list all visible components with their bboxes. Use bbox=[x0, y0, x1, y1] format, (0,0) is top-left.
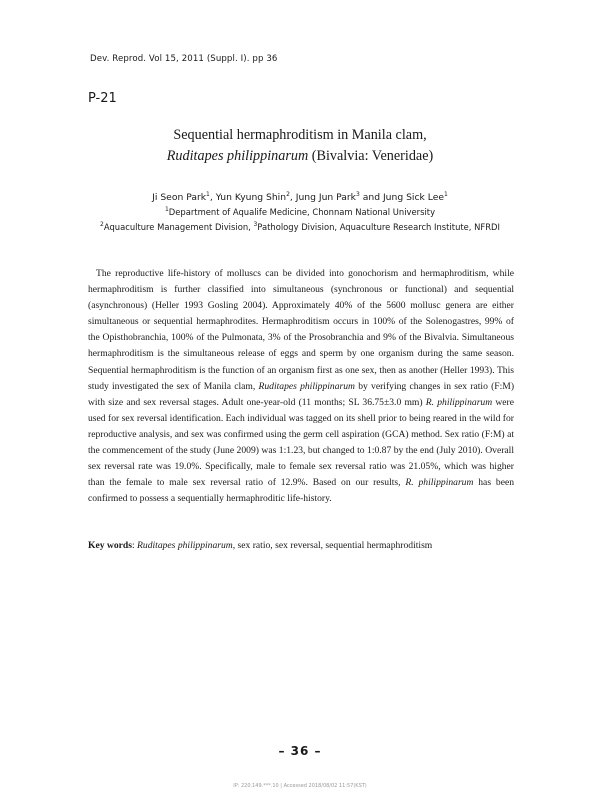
author-sup: 1 bbox=[206, 190, 210, 198]
affiliation-text: Department of Aqualife Medicine, Chonnam National University bbox=[168, 207, 436, 217]
abstract-body bbox=[88, 266, 514, 507]
author-block bbox=[0, 190, 600, 235]
abstract-text: The reproductive life-history of molluscs can be divided into gonochorism and hermaphroditism, while hermaphroditism is further classified into simultaneous (synchronous or functional) and sequential (asynchronous) (Heller 1993 Gosling 2004). Approximately 40% of the 5600 mollusc genera are either simultaneous or sequential hermaphrodites. Hermaphroditism occurs in 100% of the Solenogastres, 99% of the Opisthobranchia, 100% of the Pulmonata, 3% of the Prosobranchia and 9% of the Bivalvia. Simultaneous hermaphroditism is the simultaneous release of eggs and sperm by one organism during the same season. Sequential hermaphroditism is the function of an organism first as one sex, then as another (Heller 1993). This study investigated the sex of Manila clam, bbox=[88, 268, 514, 392]
author-separator: , bbox=[289, 192, 296, 203]
author-sup: 1 bbox=[444, 190, 448, 198]
author-sup: 2 bbox=[286, 190, 290, 198]
title-line-2-rest: (Bivalvia: Veneridae) bbox=[308, 148, 434, 164]
title-species: Ruditapes philippinarum bbox=[166, 148, 309, 164]
keywords-line bbox=[88, 540, 518, 551]
affiliation-sup: 2 bbox=[100, 221, 104, 229]
keywords-label: Key words bbox=[88, 540, 132, 551]
affiliation-line-1 bbox=[0, 205, 600, 220]
author-separator: and bbox=[359, 192, 383, 203]
abstract-text: by verifying changes in sex ratio (F:M) with size and sex reversal stages. Adult one-year-old (11 months; SL 36.75±3.0 mm) bbox=[88, 380, 515, 408]
author-sup: 3 bbox=[356, 190, 360, 198]
page-number: – 36 – bbox=[278, 744, 322, 758]
species-name: R. philippinarum bbox=[425, 396, 493, 408]
author-name: Yun Kyung Shin bbox=[215, 192, 287, 203]
affiliation-line-2 bbox=[0, 220, 600, 235]
keyword-species: Ruditapes philippinarum bbox=[137, 540, 233, 551]
keywords-rest: , sex ratio, sex reversal, sequential hermaphroditism bbox=[232, 540, 433, 551]
author-name: Jung Jun Park bbox=[295, 192, 356, 203]
author-name: Jung Sick Lee bbox=[382, 192, 445, 203]
affiliation-sup: 1 bbox=[164, 206, 169, 214]
species-name: Ruditapes philippinarum bbox=[258, 380, 355, 392]
keywords-colon: : bbox=[131, 540, 138, 551]
title-line-1: Sequential hermaphroditism in Manila clam, bbox=[173, 127, 427, 143]
poster-code: P-21 bbox=[88, 91, 117, 106]
abstract-text: were used for sex reversal identification. Each individual was tagged on its shell prior to being reared in the wild for reproductive analysis, and sex was confirmed using the germ cell aspiration (GCA) method. Sex ratio (F:M) at the commencement of the study (June 2009) was 1:1.23, but changed to 1:0.87 by the end (July 2010). Overall sex reversal rate was 19.0%. Specifically, male to female sex reversal ratio was 21.05%, which was higher than the female to male sex reversal ratio of 12.9%. Based on our results, bbox=[88, 396, 515, 489]
species-name: R. philippinarum bbox=[405, 477, 474, 489]
affiliation-sup: 3 bbox=[253, 221, 258, 229]
paper-title bbox=[0, 125, 600, 167]
author-list bbox=[152, 192, 448, 203]
access-footer: IP: 220.149.***.10 | Accessed 2018/08/02 11:57(KST) bbox=[233, 783, 367, 789]
affiliation-text: Aquaculture Management Division, bbox=[103, 222, 254, 232]
journal-citation: Dev. Reprod. Vol 15, 2011 (Suppl. I). pp 36 bbox=[90, 54, 278, 64]
affiliation-text: Pathology Division, Aquaculture Research Institute, NFRDI bbox=[257, 222, 500, 232]
abstract-text: has been confirmed to possess a sequentially hermaphroditic life-history. bbox=[88, 477, 515, 505]
author-separator: , bbox=[209, 192, 216, 203]
author-name: Ji Seon Park bbox=[152, 192, 207, 203]
